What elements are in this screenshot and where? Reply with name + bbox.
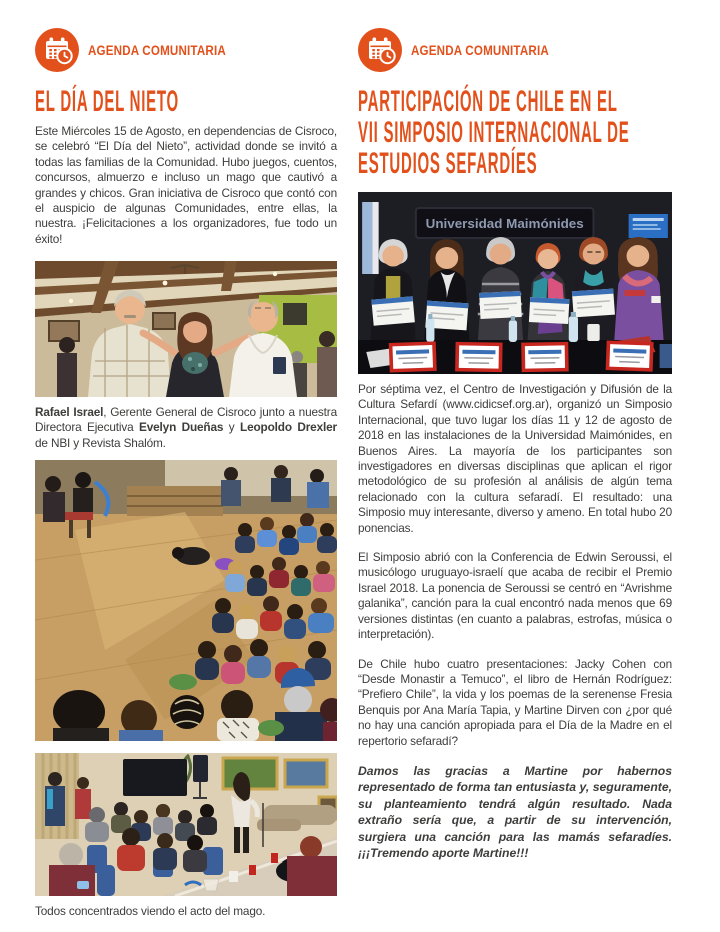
symposium-closing-note: Damos las gracias a Martine por habernos representado de forma tan entusiasta y, seguramente, su planteamiento tendrá algún resultado. Nada extraño sería que, a partir de su intervención, surgiera una canción para las mamás sefaradíes. ¡¡¡Tremendo aporte Martine!!! <box>358 763 672 860</box>
title-line-2: VII SIMPOSIO INTERNACIONAL DE <box>358 116 630 149</box>
banner-text: Universidad Maimónides <box>425 216 584 231</box>
title-line-3: ESTUDIOS SEFARDÍES <box>358 147 538 180</box>
photo-magic-show-image <box>35 753 337 896</box>
photo-grandparents-group <box>35 261 337 397</box>
symposium-paragraph-1: Por séptima vez, el Centro de Investigación y Difusión de la Cultura Sefardí (www.cidicsef.org.ar), organizó un Simposio Internacional, que tuvo lugar los días 11 y 12 de agosto de 2018 en las instalaciones de la Universidad Maimónides, en Buenos Aires. La mayoría de los participantes son investigadores en diversas disciplinas que aplican el rigor metodológico de su profesión al análisis de algún tema relacionado con la cultura sefaradí. El resultado: una Simposio muy interesante, diverso y ameno. En total hubo 20 ponencias. <box>358 382 672 535</box>
photo-children-floor <box>35 460 337 741</box>
article-title-right <box>358 86 672 179</box>
photo-magic-show <box>35 753 337 896</box>
article-right <box>358 28 672 932</box>
photo-symposium-group-image <box>358 192 672 374</box>
section-header-left <box>35 28 337 72</box>
symposium-paragraph-3: De Chile hubo cuatro presentaciones: Jacky Cohen con “Desde Monastir a Temuco”, el libro de Hernán Rodríguez: “Prefiero Chile”, la vida y los poemas de la serenense Fresia Benquis por Ana María Tapia, y Martine Dirven con ¿por qué no hay una canción apropiada para el Día de la Madre en el repertorio sefaradí? <box>358 656 672 748</box>
article-intro: Este Miércoles 15 de Agosto, en dependencias de Cisroco, se celebró “El Día del Nieto”, actividad donde se invitó a todas las familias de la Comunidad. Hubo juegos, cuentos, concursos, almuerzo e incluso un mago que cautivó a grandes y chicos. Gran iniciativa de Cisroco que contó con el auspicio de algunas Comunidades, entre ellas, la nuestra. ¡Felicitaciones a los organizadores, fue todo un éxito! <box>35 124 337 246</box>
calendar-clock-icon <box>35 28 79 72</box>
photo-children-floor-image <box>35 460 337 741</box>
title-line-1: PARTICIPACIÓN DE CHILE EN EL <box>358 85 618 118</box>
article-title-left: EL DÍA DEL NIETO <box>35 85 179 118</box>
section-label: AGENDA COMUNITARIA <box>88 42 226 58</box>
section-label: AGENDA COMUNITARIA <box>411 42 549 58</box>
photo-grandparents-group-image <box>35 261 337 397</box>
article-left <box>35 28 337 932</box>
photo-symposium-group <box>358 192 672 374</box>
caption-photo3: Todos concentrados viendo el acto del mago. <box>35 903 266 918</box>
section-header-right <box>358 28 672 72</box>
calendar-clock-icon <box>358 28 402 72</box>
symposium-paragraph-2: El Simposio abrió con la Conferencia de Edwin Seroussi, el musicólogo uruguayo-israelí que acaba de recibir el Premio Israel 2018. La ponencia de Seroussi se centró en “Avrishme galanika”, canción para la cual encontró nada menos que 69 versiones distintas (en cuanto a palabras, estrofas, música o interpretación). <box>358 550 672 642</box>
caption-photo1: Rafael Israel, Gerente General de Cisroco junto a nuestra Directora Ejecutiva Evelyn Dueñas y Leopoldo Drexler de NBI y Revista Shalóm. <box>35 405 337 450</box>
